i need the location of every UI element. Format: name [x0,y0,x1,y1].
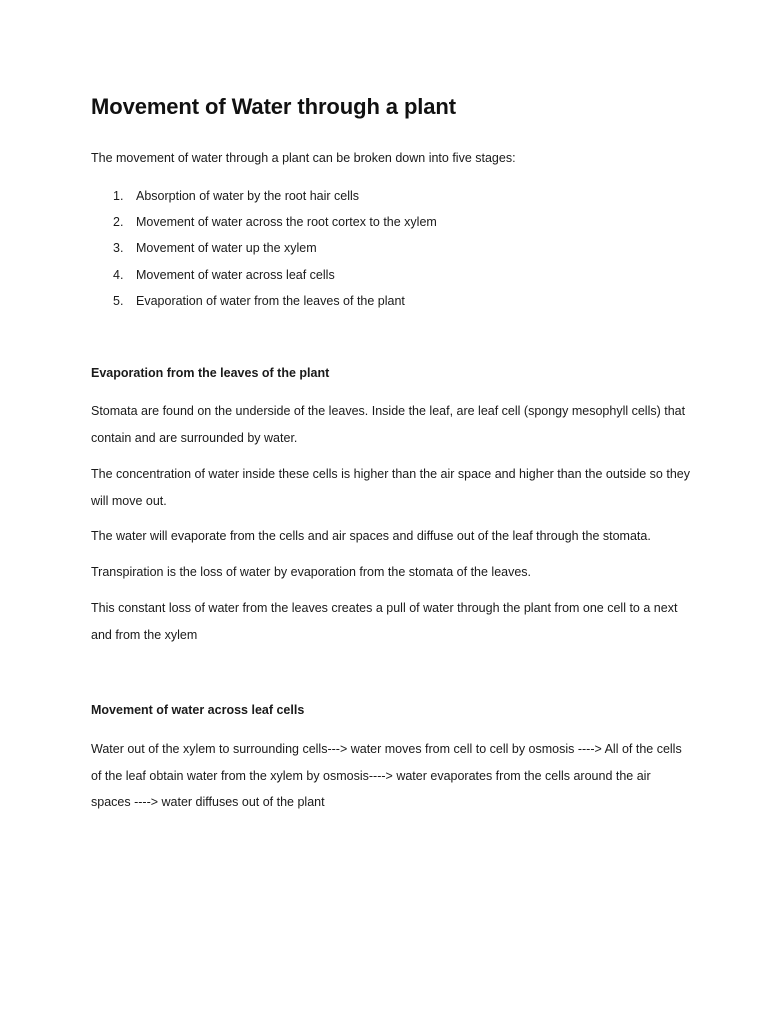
paragraph: The water will evaporate from the cells and air spaces and diffuse out of the leaf through the stomata. [91,529,651,543]
list-item-text: Movement of water across the root cortex to the xylem [136,215,437,230]
intro-text: The movement of water through a plant can be broken down into five stages: [91,151,516,165]
paragraph: Transpiration is the loss of water by evaporation from the stomata of the leaves. [91,565,532,579]
paragraph: The concentration of water inside these cells is higher than the air space and higher than the outside so they will move out. [91,467,690,508]
list-item-text: Movement of water across leaf cells [136,267,335,282]
paragraph: Stomata are found on the underside of the leaves. Inside the leaf, are leaf cell (spongy mesophyll cells) that contain and are surrounded by water. [91,404,686,445]
list-number: 1. [113,189,124,203]
list-item [91,212,437,238]
page-title: Movement of Water through a plant [91,94,456,119]
paragraph: This constant loss of water from the leaves creates a pull of water through the plant from one cell to a next and from the xylem [91,601,678,642]
list-item [91,238,437,264]
list-item-text: Movement of water up the xylem [136,241,317,256]
section-heading-leaf-cells: Movement of water across leaf cells [91,703,305,717]
list-item [91,291,437,317]
paragraph: Water out of the xylem to surrounding cells---> water moves from cell to cell by osmosis ----> All of the cells of the leaf obtain water from the xylem by osmosis----> water evaporates from the cells around the air spaces ----> water diffuses out of the plant [91,742,682,809]
list-item-text: Absorption of water by the root hair cells [136,189,360,203]
list-item [91,186,437,212]
list-number: 3. [113,241,124,256]
section-heading-evaporation: Evaporation from the leaves of the plant [91,366,330,380]
list-number: 4. [113,267,124,282]
list-item [91,265,437,291]
list-item-text: Evaporation of water from the leaves of the plant [136,293,405,308]
list-number: 5. [113,293,124,308]
list-number: 2. [113,215,124,230]
stages-list [91,186,437,317]
